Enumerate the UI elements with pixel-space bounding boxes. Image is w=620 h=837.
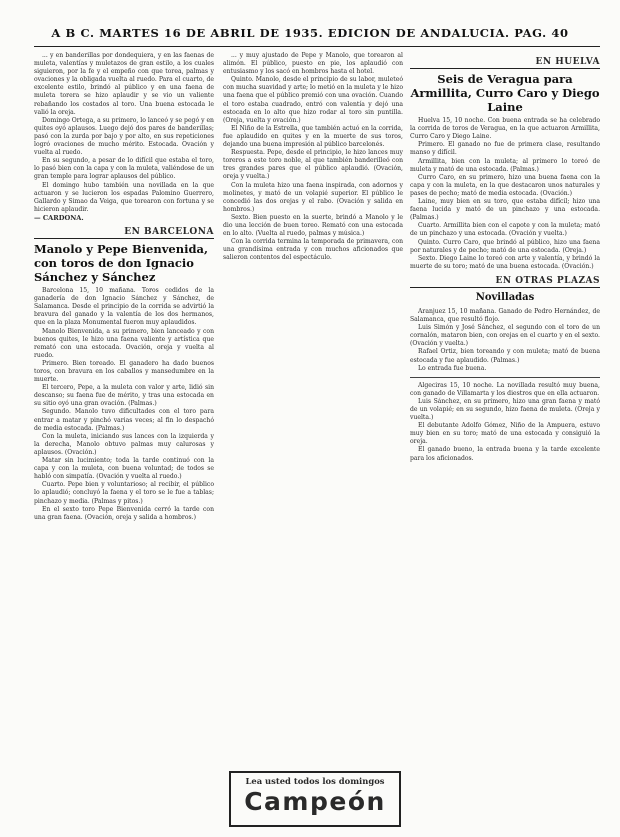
- paragraph: El debutante Adolfo Gómez, Niño de la Ampuera, estuvo muy bien en su toro; mató de una estocada y consiguió la oreja.: [410, 422, 600, 446]
- paragraph: Con la corrida termina la temporada de primavera, con una grandísima entrada y con muchos aficionados que salieron contentos del espectáculo.: [223, 238, 403, 262]
- headline-novilladas: Novilladas: [475, 291, 535, 303]
- paragraph: Curro Caro, en su primero, hizo una buena faena con la capa y con la muleta, en la que destacaron unos naturales y pases de pecho; mató de media estocada. (Ovación.): [410, 173, 600, 197]
- section-heading-otras-plazas: EN OTRAS PLAZAS: [410, 275, 600, 288]
- paragraph: Primero. Bien toreado. El ganadero ha dado buenos toros, con bravura en los caballos y mansedumbre en la muerte.: [34, 359, 214, 384]
- paragraph: El ganado bueno, la entrada buena y la tarde excelente para los aficionados.: [410, 446, 600, 462]
- section-heading-huelva: EN HUELVA: [410, 56, 600, 69]
- paragraph: Lo entrada fue buena.: [418, 364, 487, 372]
- paragraph: En su segundo, a pesar de lo difícil que estaba el toro, lo pasó bien con la capa y con la muleta, valiéndose de un gran temple para lograr aplausos del público.: [34, 157, 214, 181]
- paragraph: Con la muleta hizo una faena inspirada, con adornos y molinetes, y mató de un volapié superior. El público le concedió las dos orejas y el rabo. (Ovación y salida en hombros.): [223, 181, 403, 213]
- paragraph: Rafael Ortiz, bien toreando y con muleta; mató de buena estocada y fue aplaudido. (Palmas.): [410, 348, 600, 364]
- signature: — CARDONA.: [34, 213, 84, 222]
- ad-tagline: Lea usted todos los domingos: [245, 776, 385, 786]
- column-1: [34, 52, 214, 812]
- paragraph: Respuesta. Pepe, desde el principio, le hizo lances muy toreros a este toro noble, al que también banderilleó con tres grandes pares que el público aplaudió. (Ovación, oreja y vuelta.): [223, 149, 403, 181]
- paragraph: ... y en banderillas por dondequiera, y en las faenas de muleta, valentías y muletazos de gran estilo, a los cuales siguieron, por la fe y el empeño con que torea, palmas y ovaciones y la obligada vuelta al ruedo. Para el cuarto, de excelente estilo, brindó al público y en una faena de muleta torera se hizo aplaudir y se vio un valiente rebañando los costados al toro. Una buena estocada le valió la oreja.: [34, 52, 214, 116]
- paragraph: El domingo hubo también una novillada en la que actuaron y se lucieron los espadas Palomino Guerrero, Gallardo y Simao da Veiga, que torearon con fortuna y se hicieron aplaudir.: [34, 181, 214, 213]
- paragraph: Armillita, bien con la muleta; al primero lo toreó de muleta y mató de una estocada. (Palmas.): [410, 157, 600, 173]
- column-3: [410, 52, 600, 812]
- paragraph: Manolo Bienvenida, a su primero, bien lanceado y con buenos quites, le hizo una faena valiente y artística que remató con una estocada. Ovación, oreja y vuelta al ruedo.: [34, 327, 214, 359]
- paragraph: Luis Sánchez, en su primero, hizo una gran faena y mató de un volapié; en su segundo, hizo faena de muleta. (Oreja y vuelta.): [410, 397, 600, 422]
- masthead: A B C. MARTES 16 DE ABRIL DE 1935. EDICION DE ANDALUCIA. PAG. 40: [51, 26, 569, 40]
- headline-barcelona: Manolo y Pepe Bienvenida, con toros de don Ignacio Sánchez y Sánchez: [34, 242, 208, 285]
- paragraph: Cuarto. Pepe bien y voluntarioso; al recibir, el público lo aplaudió; concluyó la faena y el toro se le fue a tablas; pinchazo y media. (Palmas y pitos.): [34, 481, 214, 505]
- top-rule: [34, 46, 600, 47]
- paragraph: Sexto. Bien puesto en la suerte, brindó a Manolo y le dio una lección de buen toreo. Remató con una estocada en lo alto. (Vuelta al ruedo, palmas y música.): [223, 213, 403, 238]
- paragraph: Con la muleta, iniciando sus lances con la izquierda y la derecha, Manolo obtuvo palmas muy calurosas y aplausos. (Ovación.): [34, 432, 214, 456]
- section-heading-barcelona: EN BARCELONA: [34, 226, 214, 239]
- ad-title: Campeón: [244, 787, 386, 816]
- paragraph: Algeciras 15, 10 noche. La novillada resultó muy buena, con ganado de Villamarta y los diestros que en ella actuaron.: [410, 381, 600, 397]
- headline-huelva: Seis de Veragua para Armillita, Curro Caro y Diego Laine: [410, 72, 600, 115]
- paragraph: El tercero, Pepe, a la muleta con valor y arte, lidió sin descanso; su faena fue de mérito, y tras una estocada en su sitio oyó una gran ovación. (Palmas.): [34, 384, 214, 408]
- divider: [410, 377, 600, 378]
- paragraph: Sexto. Diego Laine lo toreó con arte y valentía, y brindó la muerte de su toro; mató de una buena estocada. (Ovación.): [410, 254, 600, 270]
- paragraph: Barcelona 15, 10 mañana. Toros cedidos de la ganadería de don Ignacio Sánchez y Sánchez, de Salamanca. Desde el principio de la corrida se advirtió la bravura del ganado y la valentía de los dos hermanos, que en la plaza Monumental fueron muy aplaudidos.: [34, 287, 214, 327]
- advertisement-campeon: [229, 771, 401, 827]
- paragraph: ... y muy ajustado de Pepe y Manolo, que torearon al alimón. El público, puesto en pie, los aplaudió con entusiasmo y los sacó en hombros hasta el hotel.: [223, 52, 403, 76]
- paragraph: Huelva 15, 10 noche. Con buena entrada se ha celebrado la corrida de toros de Veragua, en la que actuaron Armillita, Curro Caro y Diego Laine.: [410, 117, 600, 141]
- paragraph: En el sexto toro Pepe Bienvenida cerró la tarde con una gran faena. (Ovación, oreja y salida a hombros.): [34, 505, 214, 521]
- paragraph: Aranjuez 15, 10 mañana. Ganado de Pedro Hernández, de Salamanca, que resultó flojo.: [410, 307, 600, 324]
- paragraph: Segundo. Manolo tuvo dificultades con el toro para entrar a matar y pinchó varias veces; al fin lo despachó de media estocada. (Palmas.): [34, 408, 214, 432]
- paragraph: Quinto. Manolo, desde el principio de su labor, muleteó con mucha suavidad y arte; lo metió en la muleta y le hizo una faena que el público premió con una ovación. Cuando el toro estaba cuadrado, entró con valentía y dejó una estocada en lo alto que hizo rodar al toro sin puntilla. (Oreja, vuelta y ovación.): [223, 76, 403, 124]
- paragraph: Matar sin lucimiento; toda la tarde continuó con la capa y con la muleta, con buena voluntad; de todos se habló con simpatía. (Ovación y vuelta al ruedo.): [34, 457, 214, 481]
- paragraph: Luis Simón y José Sánchez, el segundo con el toro de un cornalón, mataron bien, con orejas en el cuarto y en el sexto. (Ovación y vuelta.): [410, 324, 600, 348]
- paragraph: Laine, muy bien en su toro, que estaba difícil; hizo una faena lucida y mató de un pinchazo y una estocada. (Palmas.): [410, 198, 600, 222]
- paragraph: Primero. El ganado no fue de primera clase, resultando manso y difícil.: [410, 141, 600, 157]
- paragraph: Domingo Ortega, a su primero, lo lanceó y se pegó y en quites oyó aplausos. Luego dejó dos pares de banderillas; pasó con la zurda por bajo y por alto, en sus repeticiones logró ovaciones de mucho mérito. Estocada. Ovación y vuelta al ruedo.: [34, 116, 214, 157]
- column-2: [223, 52, 403, 764]
- paragraph: Cuarto. Armillita bien con el capote y con la muleta; mató de un pinchazo y una estocada. (Ovación y vuelta.): [410, 222, 600, 238]
- paragraph: El Niño de la Estrella, que también actuó en la corrida, fue aplaudido en quites y en la muerte de sus toros, dejando una buena impresión al público barcelonés.: [223, 124, 403, 149]
- paragraph: Quinto. Curro Caro, que brindó al público, hizo una faena por naturales y de pecho; mató de una estocada. (Oreja.): [410, 238, 600, 254]
